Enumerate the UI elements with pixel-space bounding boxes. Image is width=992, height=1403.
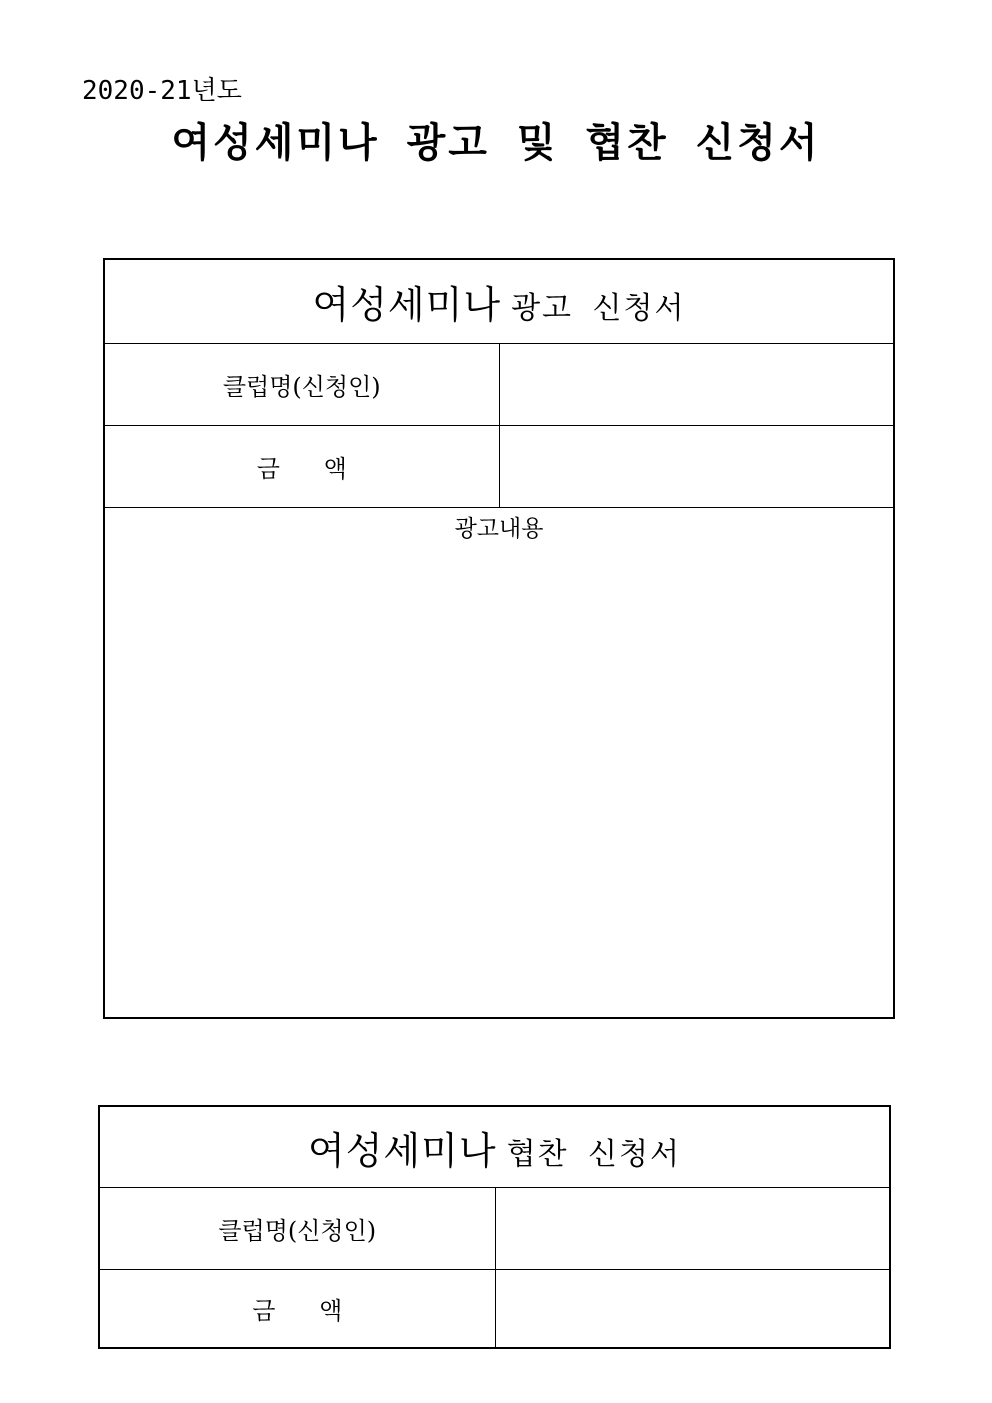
ad-form-title-main: 여성세미나 — [312, 283, 502, 327]
sponsor-form-title-sub: 협찬 신청서 — [506, 1136, 681, 1172]
page-title: 여성세미나 광고 및 협찬 신청서 — [171, 119, 821, 166]
ad-application-form — [103, 258, 895, 1019]
sponsor-amount-label: 금 액 — [99, 1270, 495, 1349]
ad-club-label: 클럽명(신청인) — [104, 344, 499, 426]
ad-content-area[interactable] — [104, 508, 894, 1019]
sponsor-club-label: 클럽명(신청인) — [99, 1188, 495, 1270]
sponsor-club-field[interactable] — [495, 1188, 890, 1270]
ad-content-label: 광고내용 — [454, 516, 544, 542]
sponsor-form-title — [99, 1106, 890, 1188]
ad-form-title-sub: 광고 신청서 — [511, 291, 686, 326]
ad-amount-field[interactable] — [499, 426, 894, 508]
ad-form-title — [104, 259, 894, 344]
sponsor-form-title-main: 여성세미나 — [308, 1128, 497, 1173]
ad-club-field[interactable] — [499, 344, 894, 426]
sponsor-amount-field[interactable] — [495, 1270, 890, 1349]
sponsor-application-form — [98, 1105, 891, 1349]
ad-amount-label: 금 액 — [104, 426, 499, 508]
year-label: 2020-21년도 — [82, 76, 242, 106]
